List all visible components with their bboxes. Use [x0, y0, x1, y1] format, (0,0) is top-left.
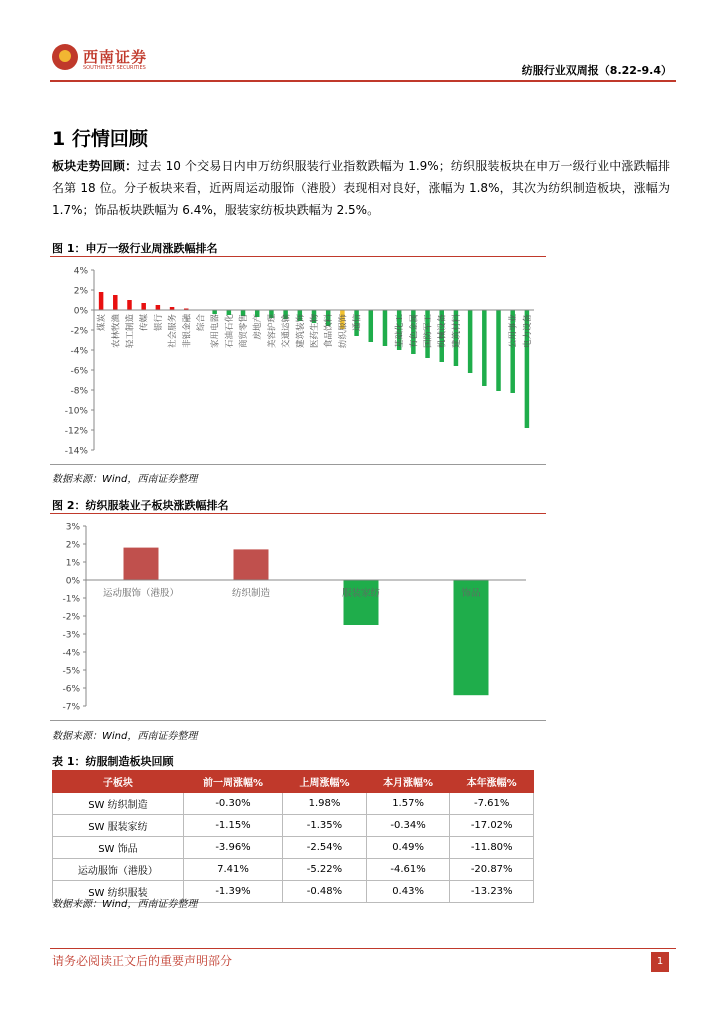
table-cell: -17.02%	[450, 815, 534, 837]
figure1-chart	[50, 258, 546, 464]
chart1-category-label: 房地产	[253, 314, 264, 340]
table-header-cell: 本年涨幅%	[450, 771, 534, 793]
chart1-y-tick-label: -10%	[64, 406, 88, 417]
table-header-cell: 前一周涨幅%	[183, 771, 282, 793]
chart1-category-label: 基础化工	[395, 314, 406, 349]
figure2-chart	[50, 516, 546, 718]
chart1-bar	[212, 310, 217, 314]
table-header-cell: 上周涨幅%	[283, 771, 367, 793]
table-cell: 7.41%	[183, 859, 282, 881]
section-paragraph	[52, 155, 670, 221]
table-header-row	[53, 771, 534, 793]
chart2-category-label: 饰品	[461, 588, 481, 599]
chart2-y-tick-label: -2%	[62, 612, 80, 623]
company-logo	[52, 44, 172, 76]
table-row	[53, 815, 534, 837]
chart1-category-label: 农林牧渔	[111, 314, 122, 349]
table1-source: 数据来源：Wind，西南证券整理	[52, 899, 198, 910]
chart2-bar	[234, 549, 269, 580]
table-cell: -5.22%	[283, 859, 367, 881]
table-cell: -4.61%	[366, 859, 450, 881]
chart2-bar	[341, 580, 381, 625]
chart1-bar	[369, 310, 374, 342]
chart1-bar	[99, 292, 104, 310]
chart1-category-label: 公用事业	[508, 314, 519, 349]
chart1-bar	[113, 295, 118, 310]
chart1-category-label: 医药生物	[310, 314, 320, 349]
chart1-category-label: 交通运输	[281, 314, 292, 349]
table-cell: 0.49%	[366, 837, 450, 859]
figure2-top-rule	[50, 513, 546, 514]
paragraph-body: 过去 10 个交易日内申万纺织服装行业指数跌幅为 1.9%；纺织服装板块在申万一级行业中涨跌幅排名第 18 位。分子板块来看，近两周运动服饰（港股）表现相对良好，涨幅为 1.8%，其次为纺织制造板块，涨幅为 1.7%；饰品板块跌幅为 6.4%，服装家纺板块跌幅为 2.5%。	[52, 159, 670, 217]
chart1-category-label: 非银金融	[182, 314, 193, 349]
chart1-bar	[156, 305, 161, 310]
chart2-category-label: 运动服饰（港股）	[102, 588, 180, 599]
figure2-caption: 图 2：纺织服装业子板块涨跌幅排名	[52, 499, 229, 512]
figure1-top-rule	[50, 256, 546, 257]
chart2-y-tick-label: 0%	[65, 576, 80, 587]
chart1-category-label: 银行	[153, 314, 164, 332]
chart1-bar	[141, 303, 146, 310]
chart1-category-label: 建筑材料	[451, 314, 462, 349]
sector-review-table	[52, 770, 534, 903]
table-cell: -1.39%	[183, 881, 282, 903]
chart2-y-tick-label: -1%	[62, 594, 80, 605]
chart2-y-tick-label: -7%	[62, 702, 80, 713]
chart2-category-label: 纺织制造	[231, 588, 271, 599]
chart1-category-label: 煤炭	[97, 314, 108, 332]
chart1-bar	[496, 310, 501, 391]
table-cell: -1.35%	[283, 815, 367, 837]
logo-text: 西南证券	[83, 48, 148, 66]
chart1-y-tick-label: 4%	[73, 266, 88, 277]
table-cell: -20.87%	[450, 859, 534, 881]
chart1-bar	[482, 310, 487, 386]
table-row	[53, 859, 534, 881]
table-header-cell: 本月涨幅%	[366, 771, 450, 793]
chart1-y-tick-label: 0%	[73, 306, 88, 317]
figure2-source: 数据来源：Wind，西南证券整理	[52, 731, 198, 742]
table-cell: 运动服饰（港股）	[53, 859, 184, 881]
table-row	[53, 837, 534, 859]
chart1-category-label: 电力设备	[522, 313, 533, 349]
chart1-y-tick-label: -2%	[70, 326, 88, 337]
chart1-bar	[127, 300, 132, 310]
chart1-y-tick-label: -6%	[70, 366, 88, 377]
chart2-category-label: 服装家纺	[341, 588, 381, 599]
chart1-category-label: 轻工制造	[125, 314, 136, 349]
chart1-y-tick-label: -4%	[70, 346, 88, 357]
chart1-category-label: 有色金属	[409, 314, 420, 349]
section-title: 1 行情回顾	[52, 128, 148, 150]
chart2-y-tick-label: -3%	[62, 630, 80, 641]
chart1-y-tick-label: -14%	[64, 446, 88, 457]
logo-subtext: SOUTHWEST SECURITIES	[83, 65, 146, 71]
page-number: 1	[651, 952, 669, 972]
chart1-category-label: 机械设备	[437, 314, 448, 349]
table-cell: -2.54%	[283, 837, 367, 859]
chart1-category-label: 建筑装饰	[295, 314, 306, 349]
chart2-y-tick-label: 2%	[65, 540, 80, 551]
report-title: 纺服行业双周报（8.22-9.4）	[521, 64, 672, 77]
chart2-y-tick-label: -4%	[62, 648, 80, 659]
table-cell: SW 纺织服装	[53, 881, 184, 903]
table1-caption: 表 1：纺服制造板块回顾	[52, 755, 174, 768]
figure1-source: 数据来源：Wind，西南证券整理	[52, 474, 198, 485]
chart1-bar	[468, 310, 473, 373]
table-cell: 1.57%	[366, 793, 450, 815]
chart1-category-label: 美容护理	[267, 314, 278, 349]
chart1-category-label: 食品饮料	[324, 314, 335, 349]
chart2-y-tick-label: -5%	[62, 666, 80, 677]
table-cell: -0.30%	[183, 793, 282, 815]
table-header-cell: 子板块	[53, 771, 184, 793]
chart2-bar	[124, 548, 159, 580]
table-cell: -13.23%	[450, 881, 534, 903]
footer-disclaimer: 请务必阅读正文后的重要声明部分	[52, 954, 233, 968]
chart1-y-tick-label: -12%	[64, 426, 88, 437]
chart1-category-label: 通信	[352, 314, 363, 332]
chart2-y-tick-label: 3%	[65, 522, 80, 533]
chart1-category-label: 综合	[196, 314, 207, 332]
table-cell: SW 服装家纺	[53, 815, 184, 837]
chart2-y-tick-label: -6%	[62, 684, 80, 695]
table-cell: -7.61%	[450, 793, 534, 815]
table-cell: -1.15%	[183, 815, 282, 837]
table-cell: -3.96%	[183, 837, 282, 859]
table-cell: 1.98%	[283, 793, 367, 815]
table-cell: -11.80%	[450, 837, 534, 859]
table-cell: SW 饰品	[53, 837, 184, 859]
chart1-category-label: 纺织服饰	[338, 314, 349, 349]
chart1-category-label: 国防军工	[423, 314, 434, 349]
header-divider	[50, 80, 676, 82]
chart1-bar	[383, 310, 388, 346]
chart1-category-label: 社会服务	[168, 314, 179, 349]
chart1-category-label: 商贸零售	[239, 314, 250, 349]
table-cell: 0.43%	[366, 881, 450, 903]
table-cell: -0.48%	[283, 881, 367, 903]
table-cell: SW 纺织制造	[53, 793, 184, 815]
paragraph-lead: 板块走势回顾：	[52, 159, 138, 173]
table-row	[53, 793, 534, 815]
chart2-y-tick-label: 1%	[65, 558, 80, 569]
figure2-bottom-rule	[50, 720, 546, 721]
chart1-category-label: 石油石化	[224, 314, 235, 349]
chart1-category-label: 家用电器	[210, 314, 221, 349]
chart1-category-label: 传媒	[139, 314, 150, 332]
logo-mark-icon	[52, 44, 78, 70]
chart1-y-tick-label: 2%	[73, 286, 88, 297]
figure1-caption: 图 1：申万一级行业周涨跌幅排名	[52, 242, 218, 255]
footer-divider	[50, 948, 676, 949]
figure1-bottom-rule	[50, 464, 546, 465]
chart1-y-tick-label: -8%	[70, 386, 88, 397]
table-cell: -0.34%	[366, 815, 450, 837]
